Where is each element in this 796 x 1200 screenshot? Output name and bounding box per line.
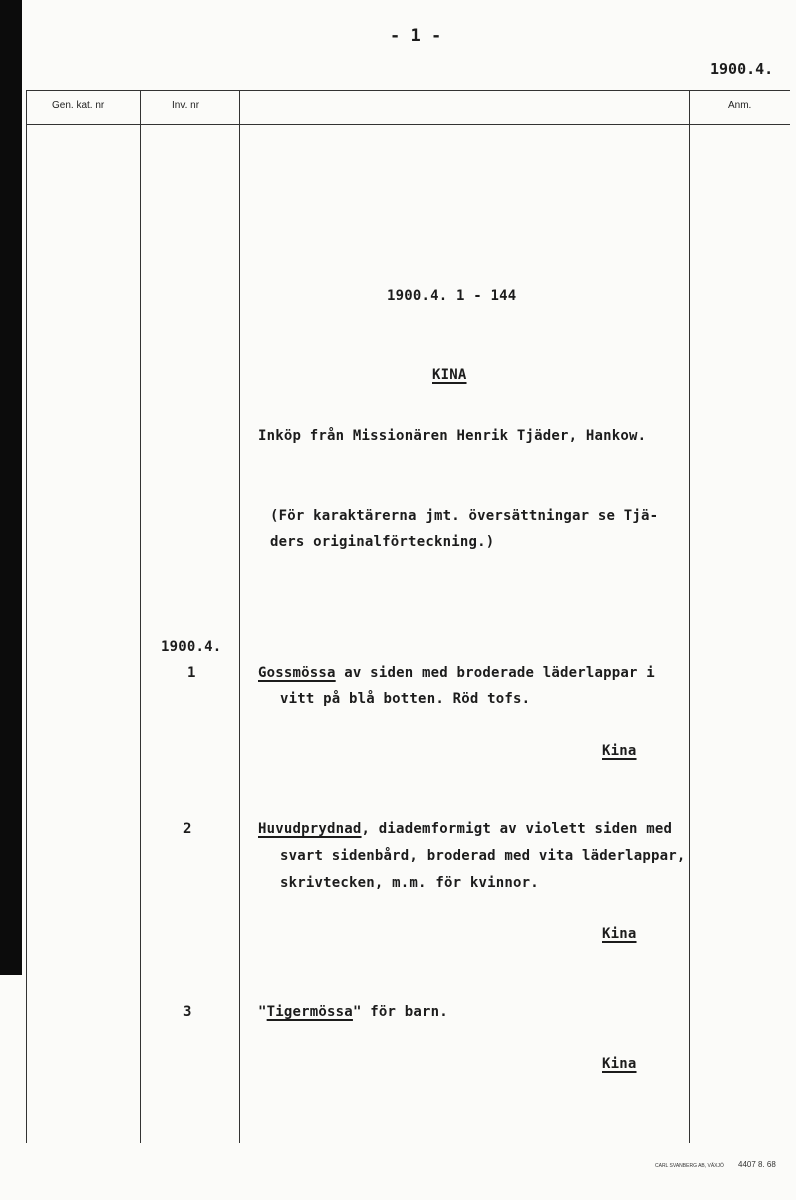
entry-number: 2 <box>183 821 192 837</box>
page-number: - 1 - <box>390 26 442 46</box>
entry-number: 3 <box>183 1004 192 1020</box>
column-divider-inv <box>239 90 240 1143</box>
entry-line-2: vitt på blå botten. Röd tofs. <box>280 691 531 707</box>
catalog-reference: 1900.4. <box>710 60 774 78</box>
note-line-2: ders originalförteckning.) <box>270 534 495 550</box>
column-header-inv-nr: Inv. nr <box>172 100 200 111</box>
entry-text: av siden med broderade läderlappar i <box>335 665 655 681</box>
column-header-anm: Anm. <box>728 100 752 111</box>
entry-line-2: svart sidenbård, broderad med vita läderlappar, <box>280 848 686 864</box>
printer-imprint: CARL SVANBERG AB, VÄXJÖ <box>655 1163 724 1169</box>
inv-prefix: 1900.4. <box>161 639 222 655</box>
table-left-edge <box>26 90 27 1143</box>
entry-term: Tigermössa <box>266 1004 353 1020</box>
column-header-gen-kat-nr: Gen. kat. nr <box>52 100 105 111</box>
entry-line-1 <box>258 665 655 681</box>
note-line-1: (För karaktärerna jmt. översättningar se Tjä- <box>270 508 659 524</box>
column-divider-gen <box>140 90 141 1143</box>
entry-term: Huvudprydnad <box>258 821 362 837</box>
entry-line-1 <box>258 821 672 837</box>
entry-origin: Kina <box>602 1056 637 1072</box>
entry-term: Gossmössa <box>258 665 336 681</box>
country-heading: KINA <box>432 367 467 383</box>
column-divider-anm <box>689 90 690 1143</box>
form-number: 4407 8. 68 <box>738 1160 776 1169</box>
entry-text: , diademformigt av violett siden med <box>361 821 673 837</box>
entry-text: " för barn. <box>352 1004 448 1020</box>
left-margin-bar <box>0 0 22 975</box>
entry-number: 1 <box>187 665 196 681</box>
entry-origin: Kina <box>602 743 637 759</box>
inventory-range: 1900.4. 1 - 144 <box>387 288 517 304</box>
entry-quote: " <box>258 1004 267 1020</box>
acquisition-source: Inköp från Missionären Henrik Tjäder, Hankow. <box>258 428 647 444</box>
entry-line-3: skrivtecken, m.m. för kvinnor. <box>280 875 539 891</box>
entry-line-1 <box>258 1004 448 1020</box>
entry-origin: Kina <box>602 926 637 942</box>
